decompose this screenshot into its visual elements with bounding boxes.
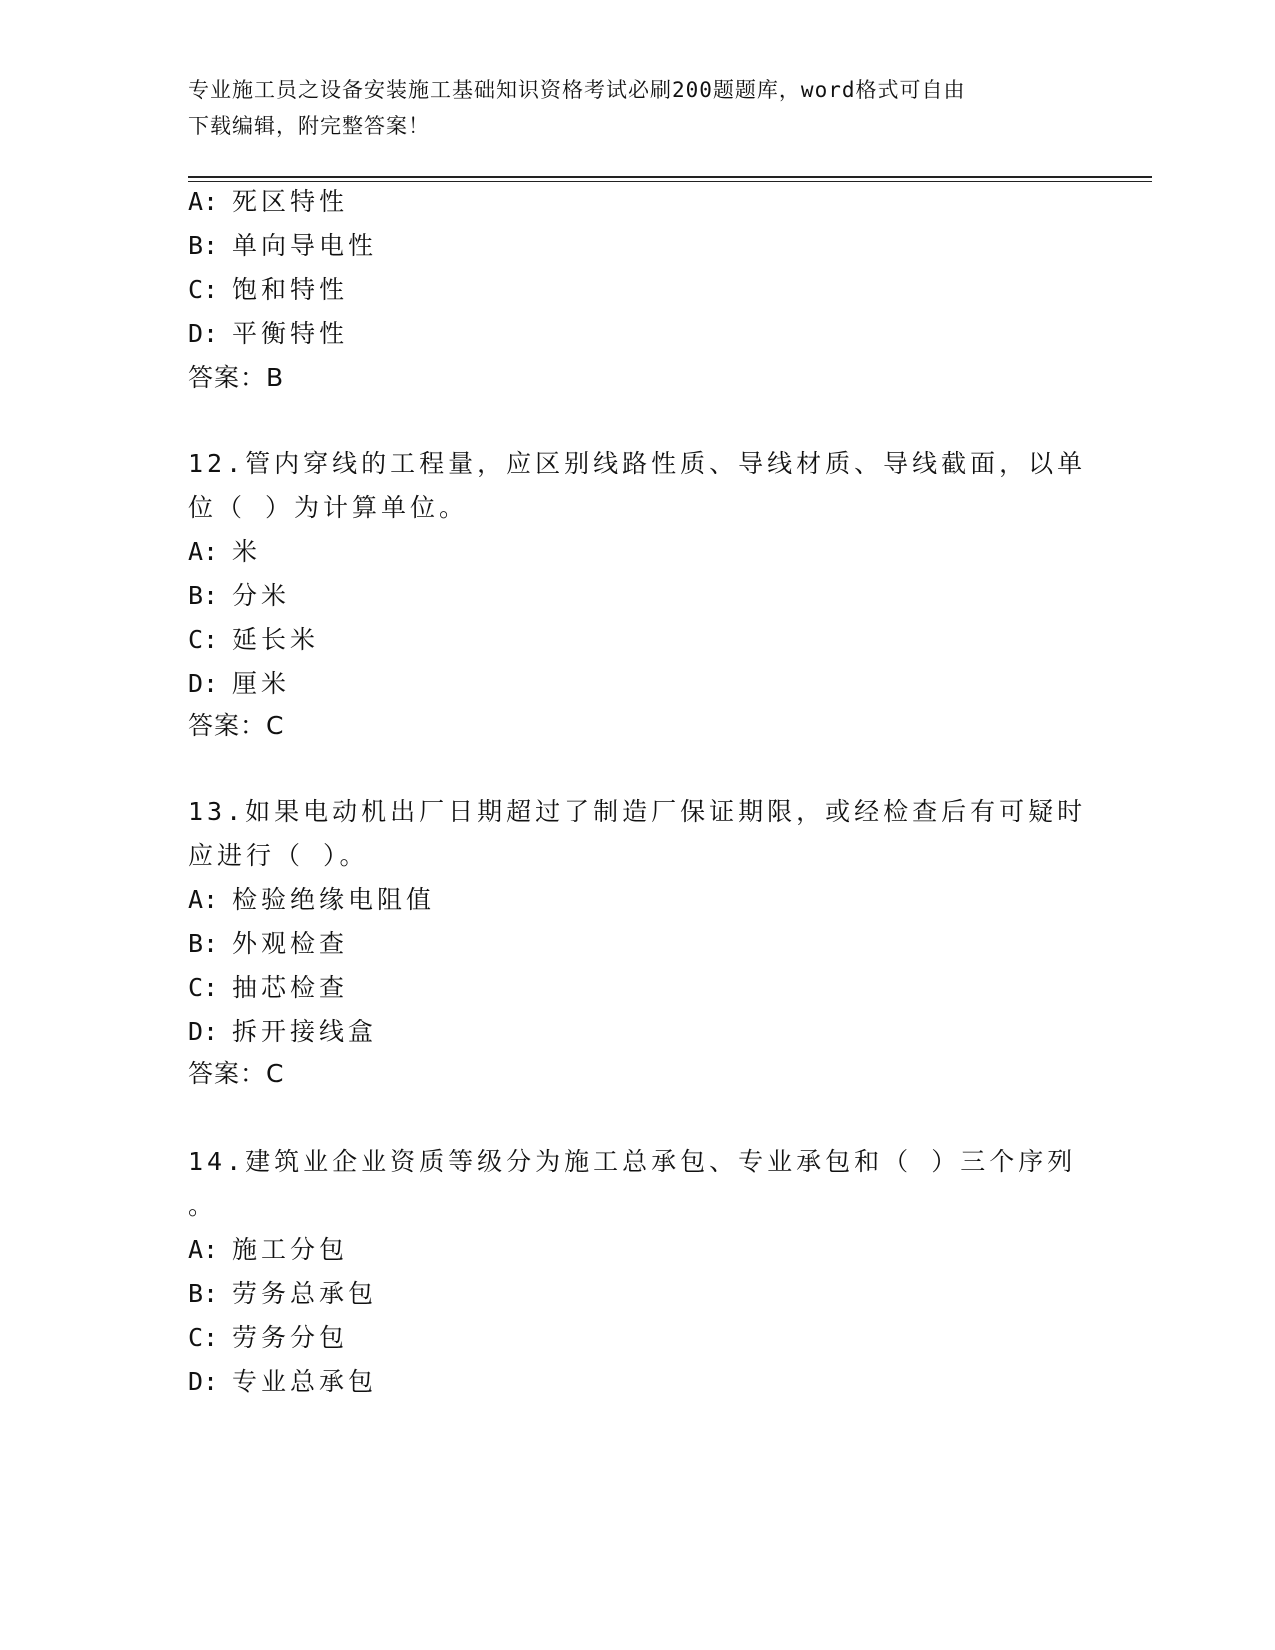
option-c: C: 劳务分包 xyxy=(188,1323,349,1352)
answer: 答案：C xyxy=(188,1059,285,1088)
option-a: A: 检验绝缘电阻值 xyxy=(188,885,436,914)
option-b: B: 分米 xyxy=(188,581,291,610)
document-header xyxy=(188,72,1068,144)
option-b: B: 单向导电性 xyxy=(188,231,378,260)
option-d: D: 厘米 xyxy=(188,669,291,698)
header-line-2: 下载编辑，附完整答案！ xyxy=(188,114,430,138)
answer: 答案：B xyxy=(188,363,285,392)
option-a: A: 死区特性 xyxy=(188,187,349,216)
question-13-text-line-1: 13.如果电动机出厂日期超过了制造厂保证期限，或经检查后有可疑时 xyxy=(188,797,1087,826)
option-a: A: 施工分包 xyxy=(188,1235,349,1264)
option-b: B: 外观检查 xyxy=(188,929,349,958)
header-line-1: 专业施工员之设备安装施工基础知识资格考试必刷200题题库，word格式可自由 xyxy=(188,78,966,102)
question-12-text-line-1: 12.管内穿线的工程量，应区别线路性质、导线材质、导线截面，以单 xyxy=(188,449,1087,478)
question-12-text-line-2: 位（ ）为计算单位。 xyxy=(188,493,469,522)
option-c: C: 延长米 xyxy=(188,625,320,654)
option-d: D: 拆开接线盒 xyxy=(188,1017,378,1046)
option-c: C: 饱和特性 xyxy=(188,275,349,304)
answer: 答案：C xyxy=(188,711,285,740)
question-14-text-line-1: 14.建筑业企业资质等级分为施工总承包、专业承包和（ ）三个序列 xyxy=(188,1147,1077,1176)
option-d: D: 专业总承包 xyxy=(188,1367,378,1396)
question-13-text-line-2: 应进行（ ）。 xyxy=(188,841,369,870)
option-d: D: 平衡特性 xyxy=(188,319,349,348)
option-a: A: 米 xyxy=(188,537,262,566)
option-c: C: 抽芯检查 xyxy=(188,973,349,1002)
question-14-text-line-2: 。 xyxy=(188,1191,218,1220)
option-b: B: 劳务总承包 xyxy=(188,1279,378,1308)
